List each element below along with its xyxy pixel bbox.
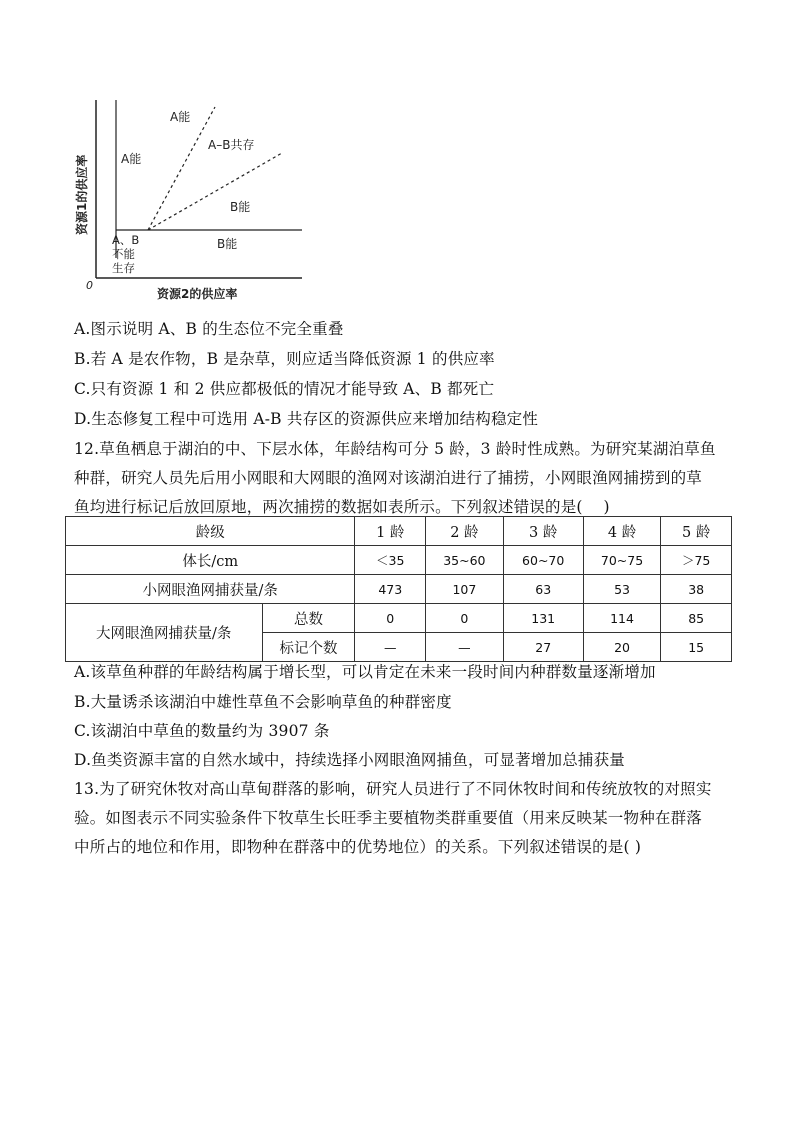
marked-cell: 27	[503, 633, 583, 662]
q12-option-d: D.鱼类资源丰富的自然水域中，持续选择小网眼渔网捕鱼，可显著增加总捕获量	[74, 751, 626, 769]
length-cell: 70~75	[583, 546, 661, 575]
table-row-small-net	[66, 575, 732, 604]
length-cell: 60~70	[503, 546, 583, 575]
q12-stem-line2: 种群，研究人员先后用小网眼和大网眼的渔网对该湖泊进行了捕捞，小网眼渔网捕捞到的草	[74, 469, 703, 487]
age-cell: 4 龄	[583, 517, 661, 546]
q12-option-a: A.该草鱼种群的年龄结构属于增长型，可以肯定在未来一段时间内种群数量逐渐增加	[74, 663, 656, 681]
origin-label: 0	[86, 279, 93, 292]
region-a-left: A能	[121, 152, 142, 166]
q13-stem-line2: 验。如图表示不同实验条件下牧草生长旺季主要植物类群重要值（用来反映某一物种在群落	[74, 809, 703, 827]
length-header: 体长/cm	[66, 546, 355, 575]
q12-stem-line1: 12.草鱼栖息于湖泊的中、下层水体，年龄结构可分 5 龄，3 龄时性成熟。为研究某湖泊草鱼	[74, 440, 716, 458]
age-cell: 1 龄	[355, 517, 426, 546]
marked-cell: —	[355, 633, 426, 662]
marked-cell: 15	[661, 633, 732, 662]
small-net-cell: 473	[355, 575, 426, 604]
length-cell: ＞75	[661, 546, 732, 575]
marked-cell: —	[426, 633, 504, 662]
small-net-cell: 53	[583, 575, 661, 604]
catch-data-table	[65, 516, 732, 662]
marked-cell: 20	[583, 633, 661, 662]
q11-option-d: D.生态修复工程中可选用 A-B 共存区的资源供应来增加结构稳定性	[74, 410, 539, 428]
q13-stem-line1: 13.为了研究休牧对高山草甸群落的影响，研究人员进行了不同休牧时间和传统放牧的对照实	[74, 780, 712, 798]
age-cell: 3 龄	[503, 517, 583, 546]
q11-option-c: C.只有资源 1 和 2 供应都极低的情况才能导致 A、B 都死亡	[74, 380, 495, 398]
y-axis-label: 资源1的供应率	[75, 154, 89, 235]
length-cell: ＜35	[355, 546, 426, 575]
length-cell: 35~60	[426, 546, 504, 575]
q12-option-c: C.该湖泊中草鱼的数量约为 3907 条	[74, 722, 330, 740]
region-b-bottom: B能	[217, 237, 238, 251]
total-cell: 131	[503, 604, 583, 633]
large-net-header: 大网眼渔网捕获量/条	[66, 604, 263, 662]
region-a-top: A能	[170, 110, 191, 124]
q12-option-b: B.大量诱杀该湖泊中雄性草鱼不会影响草鱼的种群密度	[74, 693, 452, 711]
region-none-line1: A、B	[112, 233, 140, 247]
total-cell: 85	[661, 604, 732, 633]
total-cell: 0	[426, 604, 504, 633]
table-row-length	[66, 546, 732, 575]
table-row-large-total	[66, 604, 732, 633]
q12-stem-line3: 鱼均进行标记后放回原地，两次捕捞的数据如表所示。下列叙述错误的是( )	[74, 498, 610, 516]
niche-diagram	[70, 95, 310, 310]
small-net-cell: 107	[426, 575, 504, 604]
region-none-line3: 生存	[112, 261, 135, 275]
dashed-line-lower	[148, 153, 282, 230]
total-cell: 114	[583, 604, 661, 633]
age-cell: 5 龄	[661, 517, 732, 546]
small-net-header: 小网眼渔网捕获量/条	[66, 575, 355, 604]
age-cell: 2 龄	[426, 517, 504, 546]
q11-option-b: B.若 A 是农作物，B 是杂草，则应适当降低资源 1 的供应率	[74, 350, 495, 368]
table-row-age	[66, 517, 732, 546]
q11-option-a: A.图示说明 A、B 的生态位不完全重叠	[74, 320, 344, 338]
x-axis-label: 资源2的供应率	[157, 287, 238, 301]
marked-header: 标记个数	[262, 633, 355, 662]
region-b-mid: B能	[230, 200, 251, 214]
small-net-cell: 38	[661, 575, 732, 604]
total-cell: 0	[355, 604, 426, 633]
region-coexist: A–B共存	[208, 138, 255, 152]
region-none-line2: 不能	[112, 247, 135, 261]
q13-stem-line3: 中所占的地位和作用，即物种在群落中的优势地位）的关系。下列叙述错误的是( )	[74, 838, 642, 856]
total-header: 总数	[262, 604, 355, 633]
dashed-line-upper	[148, 107, 215, 230]
small-net-cell: 63	[503, 575, 583, 604]
age-header: 龄级	[66, 517, 355, 546]
